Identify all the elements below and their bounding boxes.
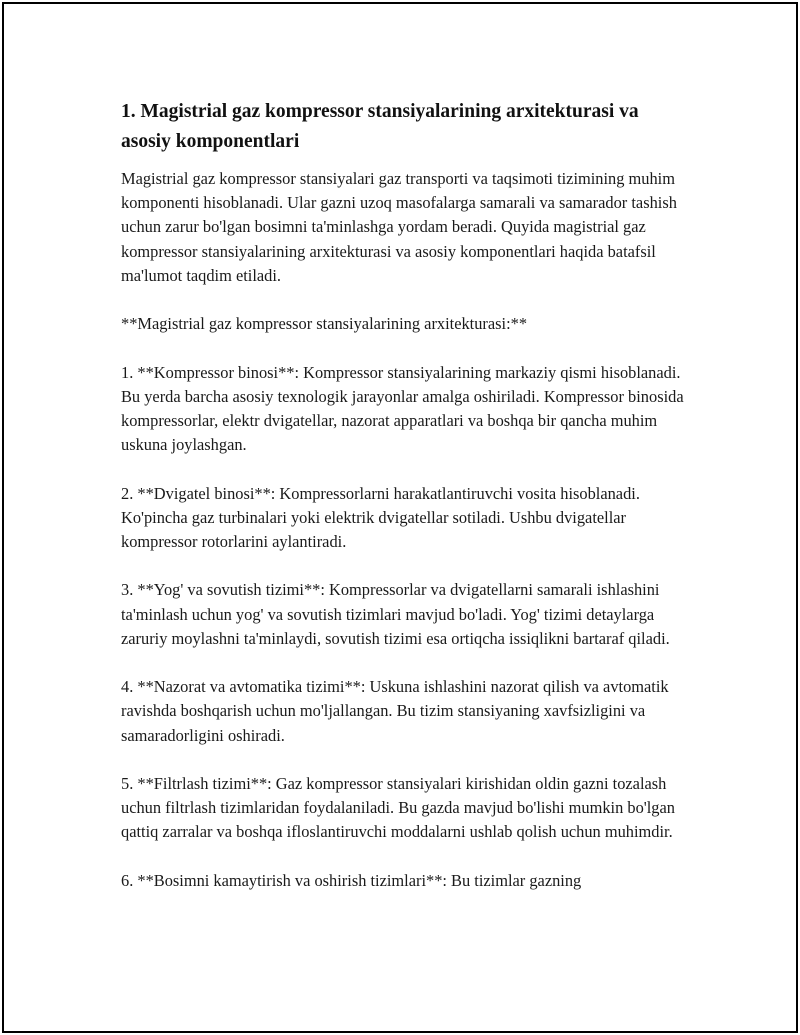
section-label: **Magistrial gaz kompressor stansiyalarining arxitekturasi:** <box>121 314 528 334</box>
list-item-nazorat-avtomatika: 4. **Nazorat va avtomatika tizimi**: Uskuna ishlashini nazorat qilish va avtomatik ravishda boshqarish uchun mo'ljallangan. Bu tizim stansiyaning xavfsizligini va samaradorligini oshiradi. <box>121 677 669 745</box>
document-body <box>121 97 693 893</box>
list-item-bosim-tizimlari: 6. **Bosimni kamaytirish va oshirish tizimlari**: Bu tizimlar gazning <box>121 870 582 890</box>
document-title: 1. Magistrial gaz kompressor stansiyalarining arxitekturasi va asosiy komponentlari <box>121 101 639 152</box>
list-item-dvigatel-binosi: 2. **Dvigatel binosi**: Kompressorlarni harakatlantiruvchi vosita hisoblanadi. Ko'pincha gaz turbinalari yoki elektrik dvigatellar sotiladi. Ushbu dvigatellar kompressor rotorlarini aylantiradi. <box>121 483 640 551</box>
list-item-yog-sovutish: 3. **Yog' va sovutish tizimi**: Kompressorlar va dvigatellarni samarali ishlashini ta'minlash uchun yog' va sovutish tizimlari mavjud bo'ladi. Yog' tizimi detaylarga zaruriy moylashni ta'minlaydi, sovutish tizimi esa ortiqcha issiqlikni bartaraf qiladi. <box>121 580 670 648</box>
page-frame <box>2 2 798 1033</box>
list-item-filtrlash: 5. **Filtrlash tizimi**: Gaz kompressor stansiyalari kirishidan oldin gazni tozalash uchun filtrlash tizimlaridan foydalaniladi. Bu gazda mavjud bo'lishi mumkin bo'lgan qattiq zarralar va boshqa ifloslantiruvchi moddalarni ushlab qolish uchun muhimdir. <box>121 773 675 842</box>
intro-paragraph: Magistrial gaz kompressor stansiyalari gaz transporti va taqsimoti tizimining muhim komponenti hisoblanadi. Ular gazni uzoq masofalarga samarali va samarador tashish uchun zarur bo'lgan bosimni ta'minlashga yordam beradi. Quyida magistrial gaz kompressor stansiyalarining arxitekturasi va asosiy komponentlari haqida batafsil ma'lumot taqdim etiladi. <box>121 169 677 285</box>
list-item-kompressor-binosi: 1. **Kompressor binosi**: Kompressor stansiyalarining markaziy qismi hisoblanadi. Bu yerda barcha asosiy texnologik jarayonlar amalga oshiriladi. Kompressor binosida kompressorlar, elektr dvigatellar, nazorat apparatlari va boshqa bir qancha muhim uskuna joylashgan. <box>121 362 684 455</box>
